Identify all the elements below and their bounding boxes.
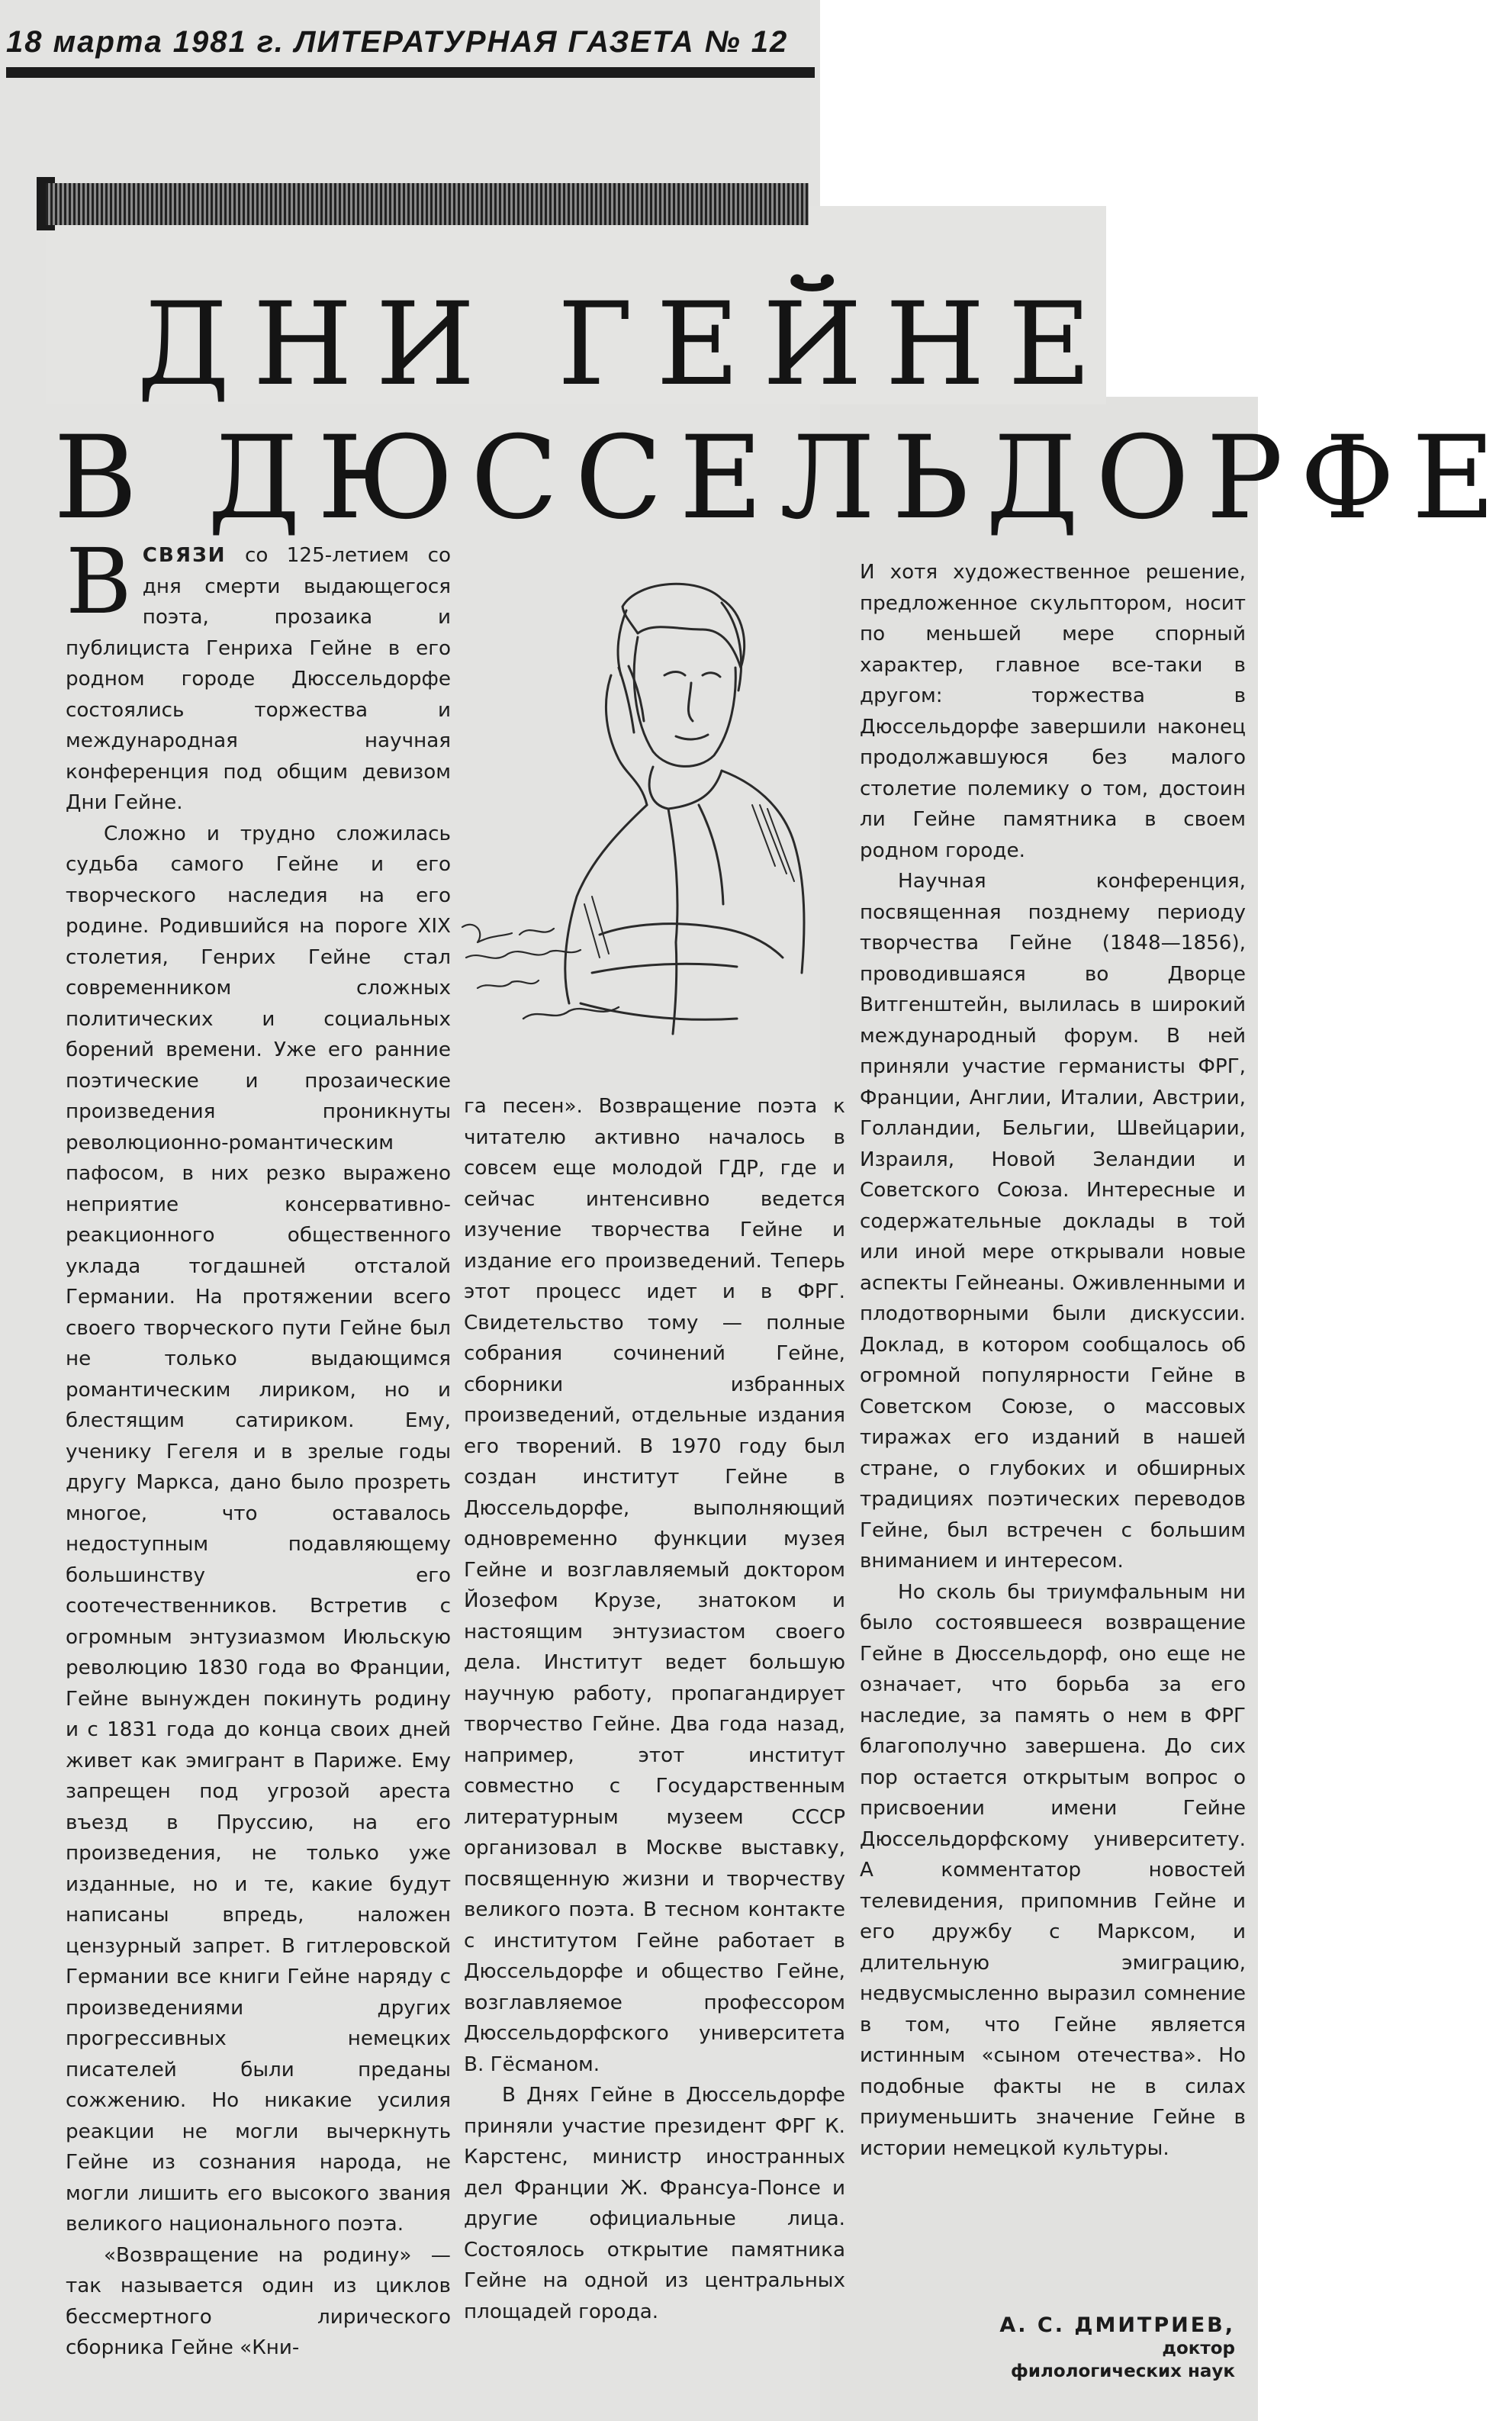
hatched-rule: [46, 183, 809, 225]
author-name: А. С. ДМИТРИЕВ,: [999, 2313, 1235, 2337]
paragraph: В Днях Гейне в Дюссельдорфе приняли участие президент ФРГ К. Карстенс, министр иностранных дел Франции Ж. Франсуа-Понсе и другие официальные лица. Состоялось открытие памятника Гейне на одной из центральных площадей города.: [464, 2084, 845, 2323]
paragraph: Научная конференция, посвященная позднему периоду творчества Гейне (1848—1856), проводившаяся во Дворце Витгенштейн, вылилась в широкий международный форум. В ней приняли участие германисты ФРГ, Франции, Англии, Италии, Австрии, Голландии, Бельгии, Швейцарии, Израиля, Новой Зеландии и Советского Союза. Интересные и содержательные доклады в той или иной мере открывали новые аспекты Гейнеаны. Оживленными и плодотворными были дискуссии. Доклад, в котором сообщалось об огромной популярности Гейне в Советском Союзе, о массовых тиражах его изданий в нашей стране, о глубоких и обширных традициях поэтических переводов Гейне, был встречен с большим вниманием и интересом.: [860, 870, 1246, 1573]
heine-portrait-sketch-icon: [447, 576, 828, 1064]
paragraph: га песен». Возвращение поэта к читателю активно началось в совсем еще молодой ГДР, где и сейчас интенсивно ведется изучение творчества Гейне и издание его произведений. Теперь этот процесс идет и в ФРГ. Свидетельство тому — полные собрания сочинений Гейне, сборники избранных произведений, отдельные издания его творений. В 1970 году был создан институт Гейне в Дюссельдорфе, выполняющий одновременно функции музея Гейне и возглавляемый доктором Йозефом Крузе, знатоком и настоящим энтузиастом своего дела. Институт ведет большую научную работу, пропагандирует творчество Гейне. Два года назад, например, этот институт совместно с Государственным литературным музеем СССР организовал в Москве выставку, посвященную жизни и творчеству великого поэта. В тесном контакте с институтом Гейне работает в Дюссельдорфе и общество Гейне, возглавляемое профессором Дюссельдорфского университета В. Гёсманом.: [464, 1095, 845, 2076]
author-title-line-1: доктор: [1162, 2339, 1235, 2358]
paragraph: Но сколь бы триумфальным ни было состоявшееся возвращение Гейне в Дюссельдорф, оно еще не означает, что борьба за его наследие, за память о нем в ФРГ благополучно завершена. До сих пор остается открытым вопрос о присвоении имени Гейне Дюссельдорфскому университету. А комментатор новостей телевидения, припомнив Гейне и его дружбу с Марксом, и длительную эмиграцию, недвусмысленно выразил сомнение в том, что Гейне является истинным «сыном отечества». Но подобные факты не в силах приуменьшить значение Гейне в истории немецкой культуры.: [860, 1580, 1246, 2160]
paragraph: «Возвращение на родину» — так называется один из циклов бессмертного лирического сборника Гейне «Кни-: [66, 2243, 451, 2359]
paragraph-text: со 125-летием со дня смерти выдающегося поэта, прозаика и публициста Генриха Гейне в его родном городе Дюссельдорфе состоялись торжества и международная научная конференция под общим девизом Дни Гейне.: [66, 544, 451, 814]
author-title-line-2: филологических наук: [1011, 2361, 1235, 2381]
author-signature: [999, 2313, 1235, 2383]
masthead: 18 марта 1981 г. ЛИТЕРАТУРНАЯ ГАЗЕТА № 12: [6, 24, 789, 59]
paragraph: И хотя художественное решение, предложенное скульптором, носит по меньшей мере спорный характер, главное все-таки в другом: торжества в Дюссельдорфе завершили наконец продолжавшуюся без малого столетие полемику о том, достоин ли Гейне памятника в своем родном городе.: [860, 561, 1246, 862]
headline-line-1: ДНИ ГЕЙНЕ: [137, 278, 1115, 411]
drop-cap: В: [66, 529, 132, 634]
headline-line-2: В ДЮССЕЛЬДОРФЕ: [53, 412, 1512, 545]
paragraph: Сложно и трудно сложилась судьба самого Гейне и его творческого наследия на его родине. Родившийся на пороге XIX столетия, Генрих Гейне стал современником сложных политических и социальных борений времени. Уже его ранние поэтические и прозаические произведения проникнуты революционно-романтическим пафосом, в них резко выражено неприятие консервативно-реакционного общественного уклада тогдашней отсталой Германии. На протяжении всего своего творческого пути Гейне был не только выдающимся романтическим лириком, но и блестящим сатириком. Ему, ученику Гегеля и в зрелые годы другу Маркса, дано было прозреть многое, что оставалось недоступным подавляющему большинству его соотечественников. Встретив с огромным энтузиазмом Июльскую революцию 1830 года во Франции, Гейне вынужден покинуть родину и с 1831 года до конца своих дней живет как эмигрант в Париже. Ему запрещен под угрозой ареста въезд в Пруссию, на его произведения, не только уже изданные, но и те, какие будут написаны впредь, наложен цензурный запрет. В гитлеровской Германии все книги Гейне наряду с произведениями других прогрессивных немецких писателей были преданы сожжению. Но никакие усилия реакции не могли вычеркнуть Гейне из сознания народа, не могли лишить его высокого звания великого национального поэта.: [66, 822, 451, 2236]
article-column-left: [66, 529, 451, 2364]
article-column-middle: [464, 1091, 845, 2327]
masthead-rule: [6, 67, 815, 78]
article-column-right: [860, 557, 1246, 2164]
lead-paragraph: [66, 529, 451, 819]
lead-word: СВЯЗИ: [142, 544, 227, 567]
